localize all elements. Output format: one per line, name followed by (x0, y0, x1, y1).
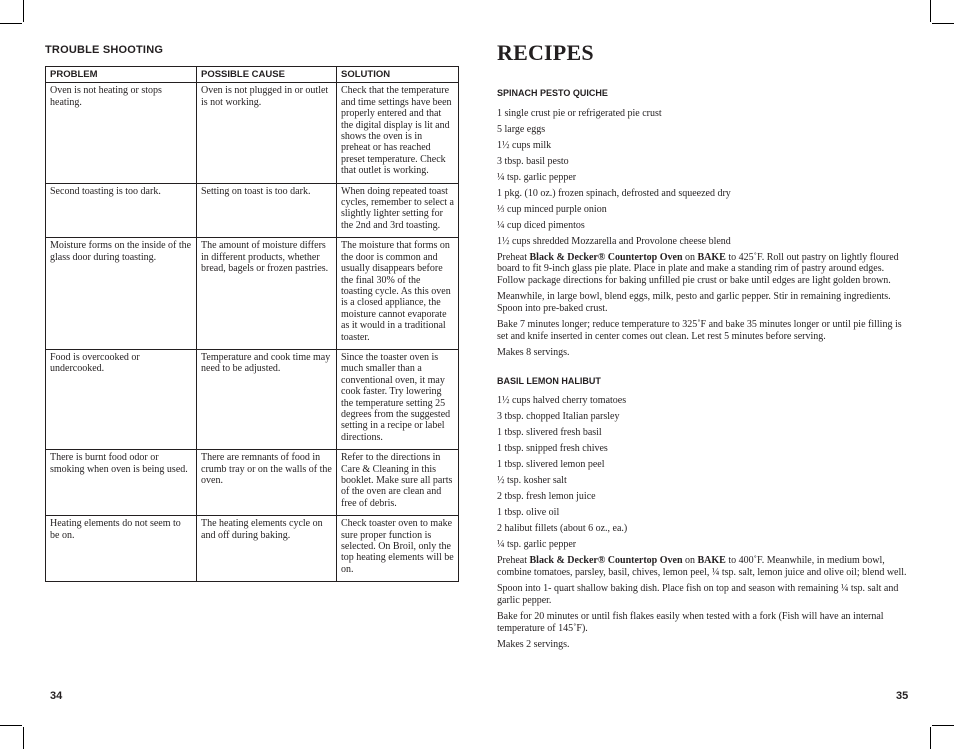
ingredient-line: 1½ cups shredded Mozzarella and Provolone cheese blend (497, 235, 731, 247)
solution-cell: The moisture that forms on the door is common and usually disappears before the final 30% of the toasting cycle. As this oven is a closed appliance, the moisture cannot evaporate as it would in a traditional toaster. (337, 238, 459, 350)
crop-mark (23, 0, 24, 22)
cause-cell: Setting on toast is too dark. (197, 183, 337, 238)
table-row (46, 349, 459, 449)
ingredient-line: 5 large eggs (497, 123, 546, 135)
ingredient-line: 1½ cups halved cherry tomatoes (497, 395, 627, 406)
table-row (46, 183, 459, 238)
cause-cell: Temperature and cook time may need to be adjusted. (197, 349, 337, 449)
bake-mode: BAKE (697, 251, 726, 263)
cause-cell: The heating elements cycle on and off during baking. (197, 516, 337, 582)
page-number-left: 34 (50, 690, 63, 702)
column-header-cause: POSSIBLE CAUSE (197, 67, 337, 83)
problem-cell: Second toasting is too dark. (46, 183, 197, 238)
page-number-right: 35 (896, 690, 909, 702)
table-row (46, 238, 459, 350)
cause-cell: Oven is not plugged in or outlet is not working. (197, 83, 337, 183)
solution-cell: Since the toaster oven is much smaller than a conventional oven, it may cook faster. Try lowering the temperature setting 25 degrees from the suggested setting in a recipe or label directions. (337, 349, 459, 449)
ingredient-line: ⅓ cup minced purple onion (497, 203, 607, 215)
problem-cell: There is burnt food odor or smoking when oven is being used. (46, 450, 197, 516)
solution-cell: Check toaster oven to make sure proper function is selected. On Broil, only the top heating elements will be on. (337, 516, 459, 582)
recipes-title: RECIPES (497, 40, 594, 65)
recipe-title: SPINACH PESTO QUICHE (497, 88, 608, 98)
problem-cell: Food is overcooked or undercooked. (46, 349, 197, 449)
ingredient-line: 1 pkg. (10 oz.) frozen spinach, defrosted and squeezed dry (497, 187, 731, 199)
ingredient-line: 2 halibut fillets (about 6 oz., ea.) (497, 523, 628, 534)
troubleshooting-heading: TROUBLE SHOOTING (45, 44, 164, 56)
brand-name: Black & Decker® Countertop Oven (529, 251, 683, 263)
solution-cell: Check that the temperature and time settings have been properly entered and that the digital display is lit and shows the oven is in preheat or has reached preset temperature. Check that outlet is working. (337, 83, 459, 183)
servings-line: Makes 8 servings. (497, 347, 570, 358)
table-row (46, 450, 459, 516)
ingredient-line: 3 tbsp. basil pesto (497, 155, 569, 167)
instruction-paragraph: Spoon into 1- quart shallow baking dish. Place fish on top and season with remaining ¼ tsp. salt and garlic pepper. (497, 583, 899, 606)
table-header-row (46, 67, 459, 83)
ingredient-line: 1 tbsp. snipped fresh chives (497, 443, 608, 454)
ingredient-line: 1 tbsp. olive oil (497, 507, 560, 518)
ingredient-line: 1 tbsp. slivered fresh basil (497, 427, 602, 438)
ingredient-line: ¼ tsp. garlic pepper (497, 539, 577, 550)
brand-name: Black & Decker® Countertop Oven (529, 555, 683, 566)
ingredient-line: ¼ tsp. garlic pepper (497, 171, 577, 183)
ingredient-line: 3 tbsp. chopped Italian parsley (497, 411, 620, 422)
recipes-content (497, 88, 909, 656)
cause-cell: The amount of moisture differs in different products, whether bread, bagels or frozen pastries. (197, 238, 337, 350)
recipe-title: BASIL LEMON HALIBUT (497, 375, 601, 386)
ingredient-line: ½ tsp. kosher salt (497, 475, 567, 486)
crop-mark (932, 23, 954, 24)
column-header-problem: PROBLEM (46, 67, 197, 83)
crop-mark (23, 727, 24, 749)
solution-cell: Refer to the directions in Care & Cleaning in this booklet. Make sure all parts of the oven are clean and free of debris. (337, 450, 459, 516)
problem-cell: Heating elements do not seem to be on. (46, 516, 197, 582)
ingredient-line: 1 tbsp. slivered lemon peel (497, 459, 605, 470)
table-row (46, 83, 459, 183)
crop-mark (930, 727, 931, 749)
crop-mark (0, 725, 22, 726)
table-row (46, 516, 459, 582)
crop-mark (930, 0, 931, 22)
instruction-paragraph: Bake for 20 minutes or until fish flakes easily when tested with a fork (Fish will have an internal temperature of 145˚F). (497, 611, 884, 634)
ingredient-line: 2 tbsp. fresh lemon juice (497, 491, 596, 502)
servings-line: Makes 2 servings. (497, 639, 570, 650)
crop-mark (932, 725, 954, 726)
cause-cell: There are remnants of food in crumb tray or on the walls of the oven. (197, 450, 337, 516)
bake-mode: BAKE (697, 555, 726, 566)
crop-mark (0, 23, 22, 24)
ingredient-line: 1 single crust pie or refrigerated pie crust (497, 107, 662, 119)
ingredient-line: ¼ cup diced pimentos (497, 219, 585, 231)
ingredient-line: 1½ cups milk (497, 139, 552, 151)
instruction-paragraph: Bake 7 minutes longer; reduce temperature to 325˚F and bake 35 minutes longer or until pie filling is set and knife inserted in center comes out clean. Let rest 5 minutes before serving. (497, 319, 902, 342)
column-header-solution: SOLUTION (337, 67, 459, 83)
instruction-paragraph: Preheat Black & Decker® Countertop Oven on BAKE to 425˚F. Roll out pastry on lightly floured board to fit 9-inch glass pie plate. Place in plate and make a standing rim of pastry around edges. Follow package directions for baking unfilled pie crust or bake until edges are light golden brown. (497, 251, 899, 286)
troubleshooting-table (45, 66, 459, 582)
instruction-paragraph: Meanwhile, in large bowl, blend eggs, milk, pesto and garlic pepper. Stir in remaining ingredients. Spoon into pre-baked crust. (497, 291, 891, 314)
problem-cell: Oven is not heating or stops heating. (46, 83, 197, 183)
problem-cell: Moisture forms on the inside of the glass door during toasting. (46, 238, 197, 350)
instruction-paragraph: Preheat Black & Decker® Countertop Oven on BAKE to 400˚F. Meanwhile, in medium bowl, combine tomatoes, parsley, basil, chives, lemon peel, ¼ tsp. salt, lemon juice and olive oil; blend well. (497, 555, 907, 578)
solution-cell: When doing repeated toast cycles, remember to select a slightly lighter setting for the 2nd and 3rd toasting. (337, 183, 459, 238)
